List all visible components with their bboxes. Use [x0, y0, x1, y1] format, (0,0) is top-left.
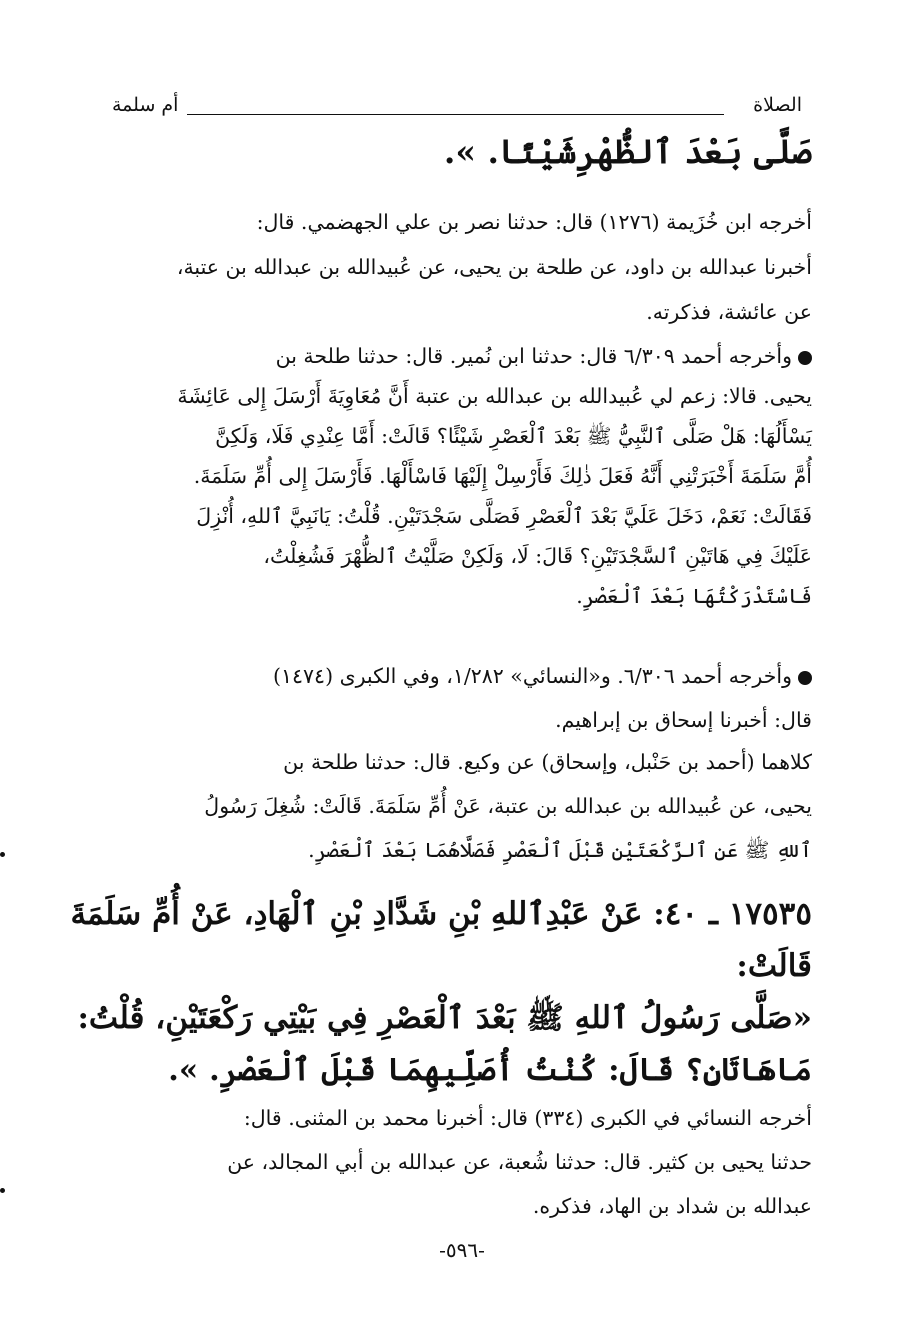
quote-ending — [112, 132, 812, 171]
takhrij-ahmad-1 — [116, 336, 812, 616]
bullet-icon — [798, 351, 812, 365]
text-line: أُمَّ سَلَمَةَ أَخْبَرَتْنِي أَنَّهُ فَعَلَ ذٰلِكَ فَأَرْسِلْ إِلَيْهَا فَاسْأَلْهَا. فَأَرْسَلَ إِلى أُمِّ سَلَمَةَ. — [193, 464, 812, 488]
text-line: عبدالله بن شداد بن الهاد، فذكره. — [532, 1194, 812, 1218]
text-line: أخرجه ابن خُزَيمة (١٢٧٦) قال: حدثنا نصر بن علي الجهضمي. قال: — [256, 210, 812, 234]
text-line: يحيى. قالا: زعم لي عُبيدالله بن عبدالله بن عتبة أَنَّ مُعَاوِيَةَ أَرْسَلَ إِلى عَائِشَةَ — [177, 384, 812, 408]
takhrij-nasai-kubra — [116, 1096, 812, 1228]
quote-line: صَلَّى بَعْدَ ٱلظُّهْرِشَيْئًا. ». — [443, 132, 812, 171]
text-line: أخرجه النسائي في الكبرى (٣٣٤) قال: أخبرنا محمد بن المثنى. قال: — [243, 1106, 812, 1130]
text-line: قَالَتْ: — [736, 948, 812, 984]
bullet-icon — [798, 671, 812, 685]
text-line: عَلَيْكَ فِي هَاتَيْنِ ٱلسَّجْدَتَيْنِ؟ قَالَ: لَا، وَلَكِنْ صَلَّيْتُ ٱلظُّهْرَ فَشُغِلْتُ، — [263, 544, 812, 568]
text-line: عن عائشة، فذكرته. — [646, 300, 812, 324]
text-line: أخبرنا عبدالله بن داود، عن طلحة بن يحيى، عن عُبيدالله بن عبدالله بن عتبة، — [176, 255, 812, 279]
takhrij-both — [116, 740, 812, 872]
text-line: قال: أخبرنا إسحاق بن إبراهيم. — [555, 708, 812, 732]
text-line: فَقَالَتْ: نَعَمْ، دَخَلَ عَلَيَّ بَعْدَ ٱلْعَصْرِ فَصَلَّى سَجْدَتَيْنِ. قُلْتُ: يَانَبِيَّ ٱللهِ، أُنْزِلَ — [196, 504, 812, 528]
hadith-number-line: ١٧٥٣٥ ـ ٤٠: عَنْ عَبْدِٱللهِ بْنِ شَدَّادِ بْنِ ٱلْهَادِ، عَنْ أُمِّ سَلَمَةَ — [70, 896, 812, 932]
chapter-title: أم سلمة — [112, 94, 179, 116]
text-line: يحيى، عن عُبيدالله بن عبدالله بن عتبة، عَنْ أُمِّ سَلَمَةَ. قَالَتْ: شُغِلَ رَسُولُ — [204, 794, 812, 818]
takhrij-ibn-khuzaymah — [116, 200, 812, 335]
text-line: ٱللهِ ﷺ عَنِ ٱلرَّكْعَتَيْنِ قَبْلَ ٱلْعَصْرِ فَصَلَّاهُمَا بَعْدَ ٱلْعَصْرِ. — [308, 838, 812, 862]
running-header — [112, 94, 802, 124]
hadith-17535 — [70, 888, 812, 1096]
margin-mark — [0, 852, 5, 857]
text-line: «صَلَّى رَسُولُ ٱللهِ ﷺ بَعْدَ ٱلْعَصْرِ فِي بَيْتِي رَكْعَتَيْنِ، قُلْتُ: — [77, 1000, 812, 1036]
text-line: وأخرجه أحمد ٦/٣٠٩ قال: حدثنا ابن نُمير. قال: حدثنا طلحة بن — [116, 336, 812, 376]
header-rule — [187, 114, 724, 115]
page-number: -٥٩٦- — [439, 1238, 485, 1262]
text-line: كلاهما (أحمد بن حَنْبل، وإسحاق) عن وكيع. قال: حدثنا طلحة بن — [283, 750, 812, 774]
section-title: الصلاة — [753, 94, 802, 116]
text-line: وأخرجه أحمد ٦/٣٠٦. و«النسائي» ١/٢٨٢، وفي الكبرى (١٤٧٤) — [116, 654, 812, 698]
margin-mark — [0, 1188, 5, 1193]
text-line: يَسْأَلُهَا: هَلْ صَلَّى ٱلنَّبِيُّ ﷺ بَعْدَ ٱلْعَصْرِ شَيْئًا؟ قَالَتْ: أَمَّا عِنْدِي فَلَا، وَلَكِنَّ — [215, 424, 812, 448]
text-line: حدثنا يحيى بن كثير. قال: حدثنا شُعبة، عن عبدالله بن أبي المجالد، عن — [227, 1150, 812, 1174]
text-line: فَاسْتَدْرَكْتُهَا بَعْدَ ٱلْعَصْرِ. — [576, 584, 812, 608]
takhrij-ahmad-nasai — [116, 654, 812, 742]
text-line: مَاهَاتَانِ؟ قَالَ: كُنْتُ أُصَلِّيهِمَا قَبْلَ ٱلْعَصْرِ. ». — [168, 1052, 812, 1088]
